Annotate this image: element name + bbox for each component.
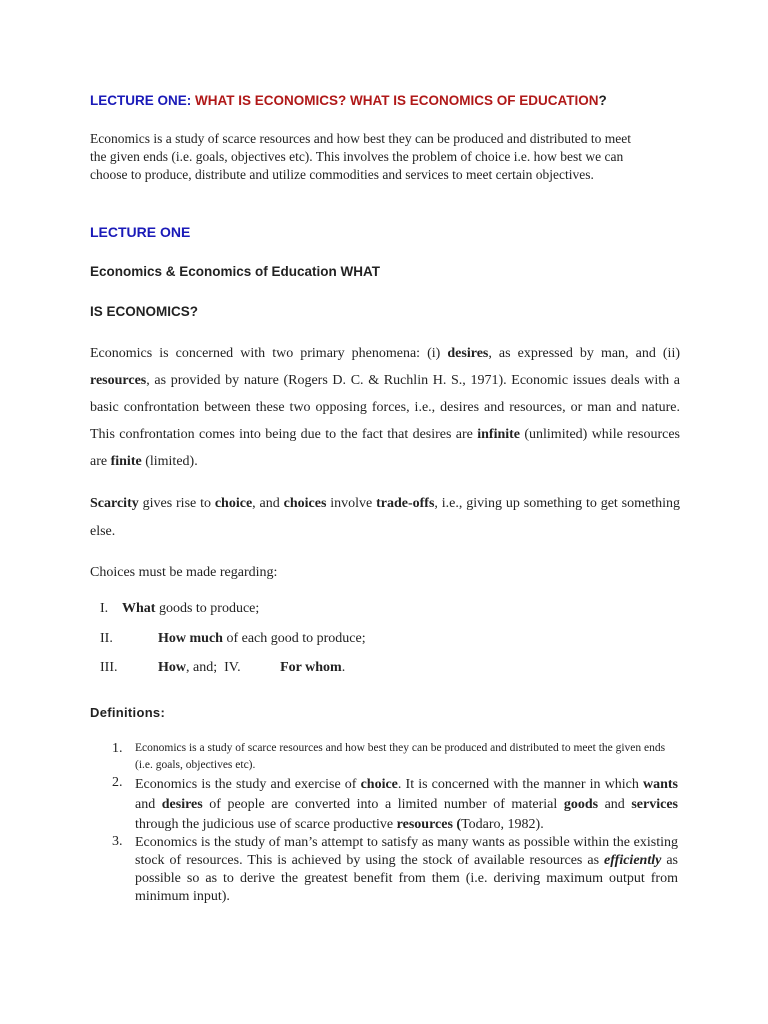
subheading-economics: Economics & Economics of Education WHAT [90,264,381,279]
definition-3: Economics is the study of man’s attempt to satisfy as many wants as possible within the existing stock of resources. This is achieved by using the stock of available resources as efficiently as possible so as to derive the greatest benefit from them (i.e. deriving maximum output from minimum input). [135,835,678,904]
definition-number-2: 2. [112,775,123,790]
term-scarcity: Scarcity [90,496,139,511]
choices-intro: Choices must be made regarding: [90,565,278,580]
term-resources: resources [90,373,147,388]
scarcity-paragraph: Scarcity gives rise to choice, and choices involve trade-offs, i.e., giving up something to get something else. [90,496,680,539]
heading-prefix: LECTURE ONE: [90,93,192,108]
lecture-heading [90,93,607,108]
choice-item-2: II. How much of each good to produce; [100,631,366,646]
intro-paragraph: Economics is a study of scarce resources and how best they can be produced and distributed to meet the given ends (i.e. goals, objectives etc). This involves the problem of choice i.e. how best we can choose to produce, distribute and utilize commodities and services to meet certain objectives. [90,131,631,182]
definition-number-3: 3. [112,834,123,849]
term-choice: choice [214,496,253,511]
heading-suffix: ? [598,93,607,108]
definition-1: Economics is a study of scarce resources and how best they can be produced and distributed to meet the given ends (i.e. goals, objectives etc). [135,742,666,771]
definition-number-1: 1. [112,741,123,756]
term-choices: choices [283,496,327,511]
term-trade-offs: trade-offs [376,496,435,511]
lecture-title: LECTURE ONE [90,224,191,240]
choice-item-1: I. What goods to produce; [100,601,260,616]
term-infinite: infinite [477,427,521,442]
heading-title: WHAT IS ECONOMICS? WHAT IS ECONOMICS OF EDUCATION [191,93,599,108]
choice-item-3-4: III. How, and; IV. For whom. [100,660,346,675]
phenomena-paragraph: Economics is concerned with two primary phenomena: (i) desires, as expressed by man, and (ii) resources, as provided by nature (Rogers D. C. & Ruchlin H. S., 1971). Economic issues deals with a basic confrontation between these two opposing forces, i.e., desires and resources, or man and nature. This confrontation comes into being due to the fact that desires are infinite (unlimited) while resources are finite (limited). [90,346,680,469]
term-finite: finite [110,454,142,469]
definitions-heading: Definitions: [90,705,166,720]
definition-2: Economics is the study and exercise of choice. It is concerned with the manner in which wants and desires of people are converted into a limited number of material goods and services through the judicious use of scarce productive resources (Todaro, 1982). [135,777,679,832]
subheading-is-economics: IS ECONOMICS? [90,304,199,319]
term-desires: desires [447,346,489,361]
